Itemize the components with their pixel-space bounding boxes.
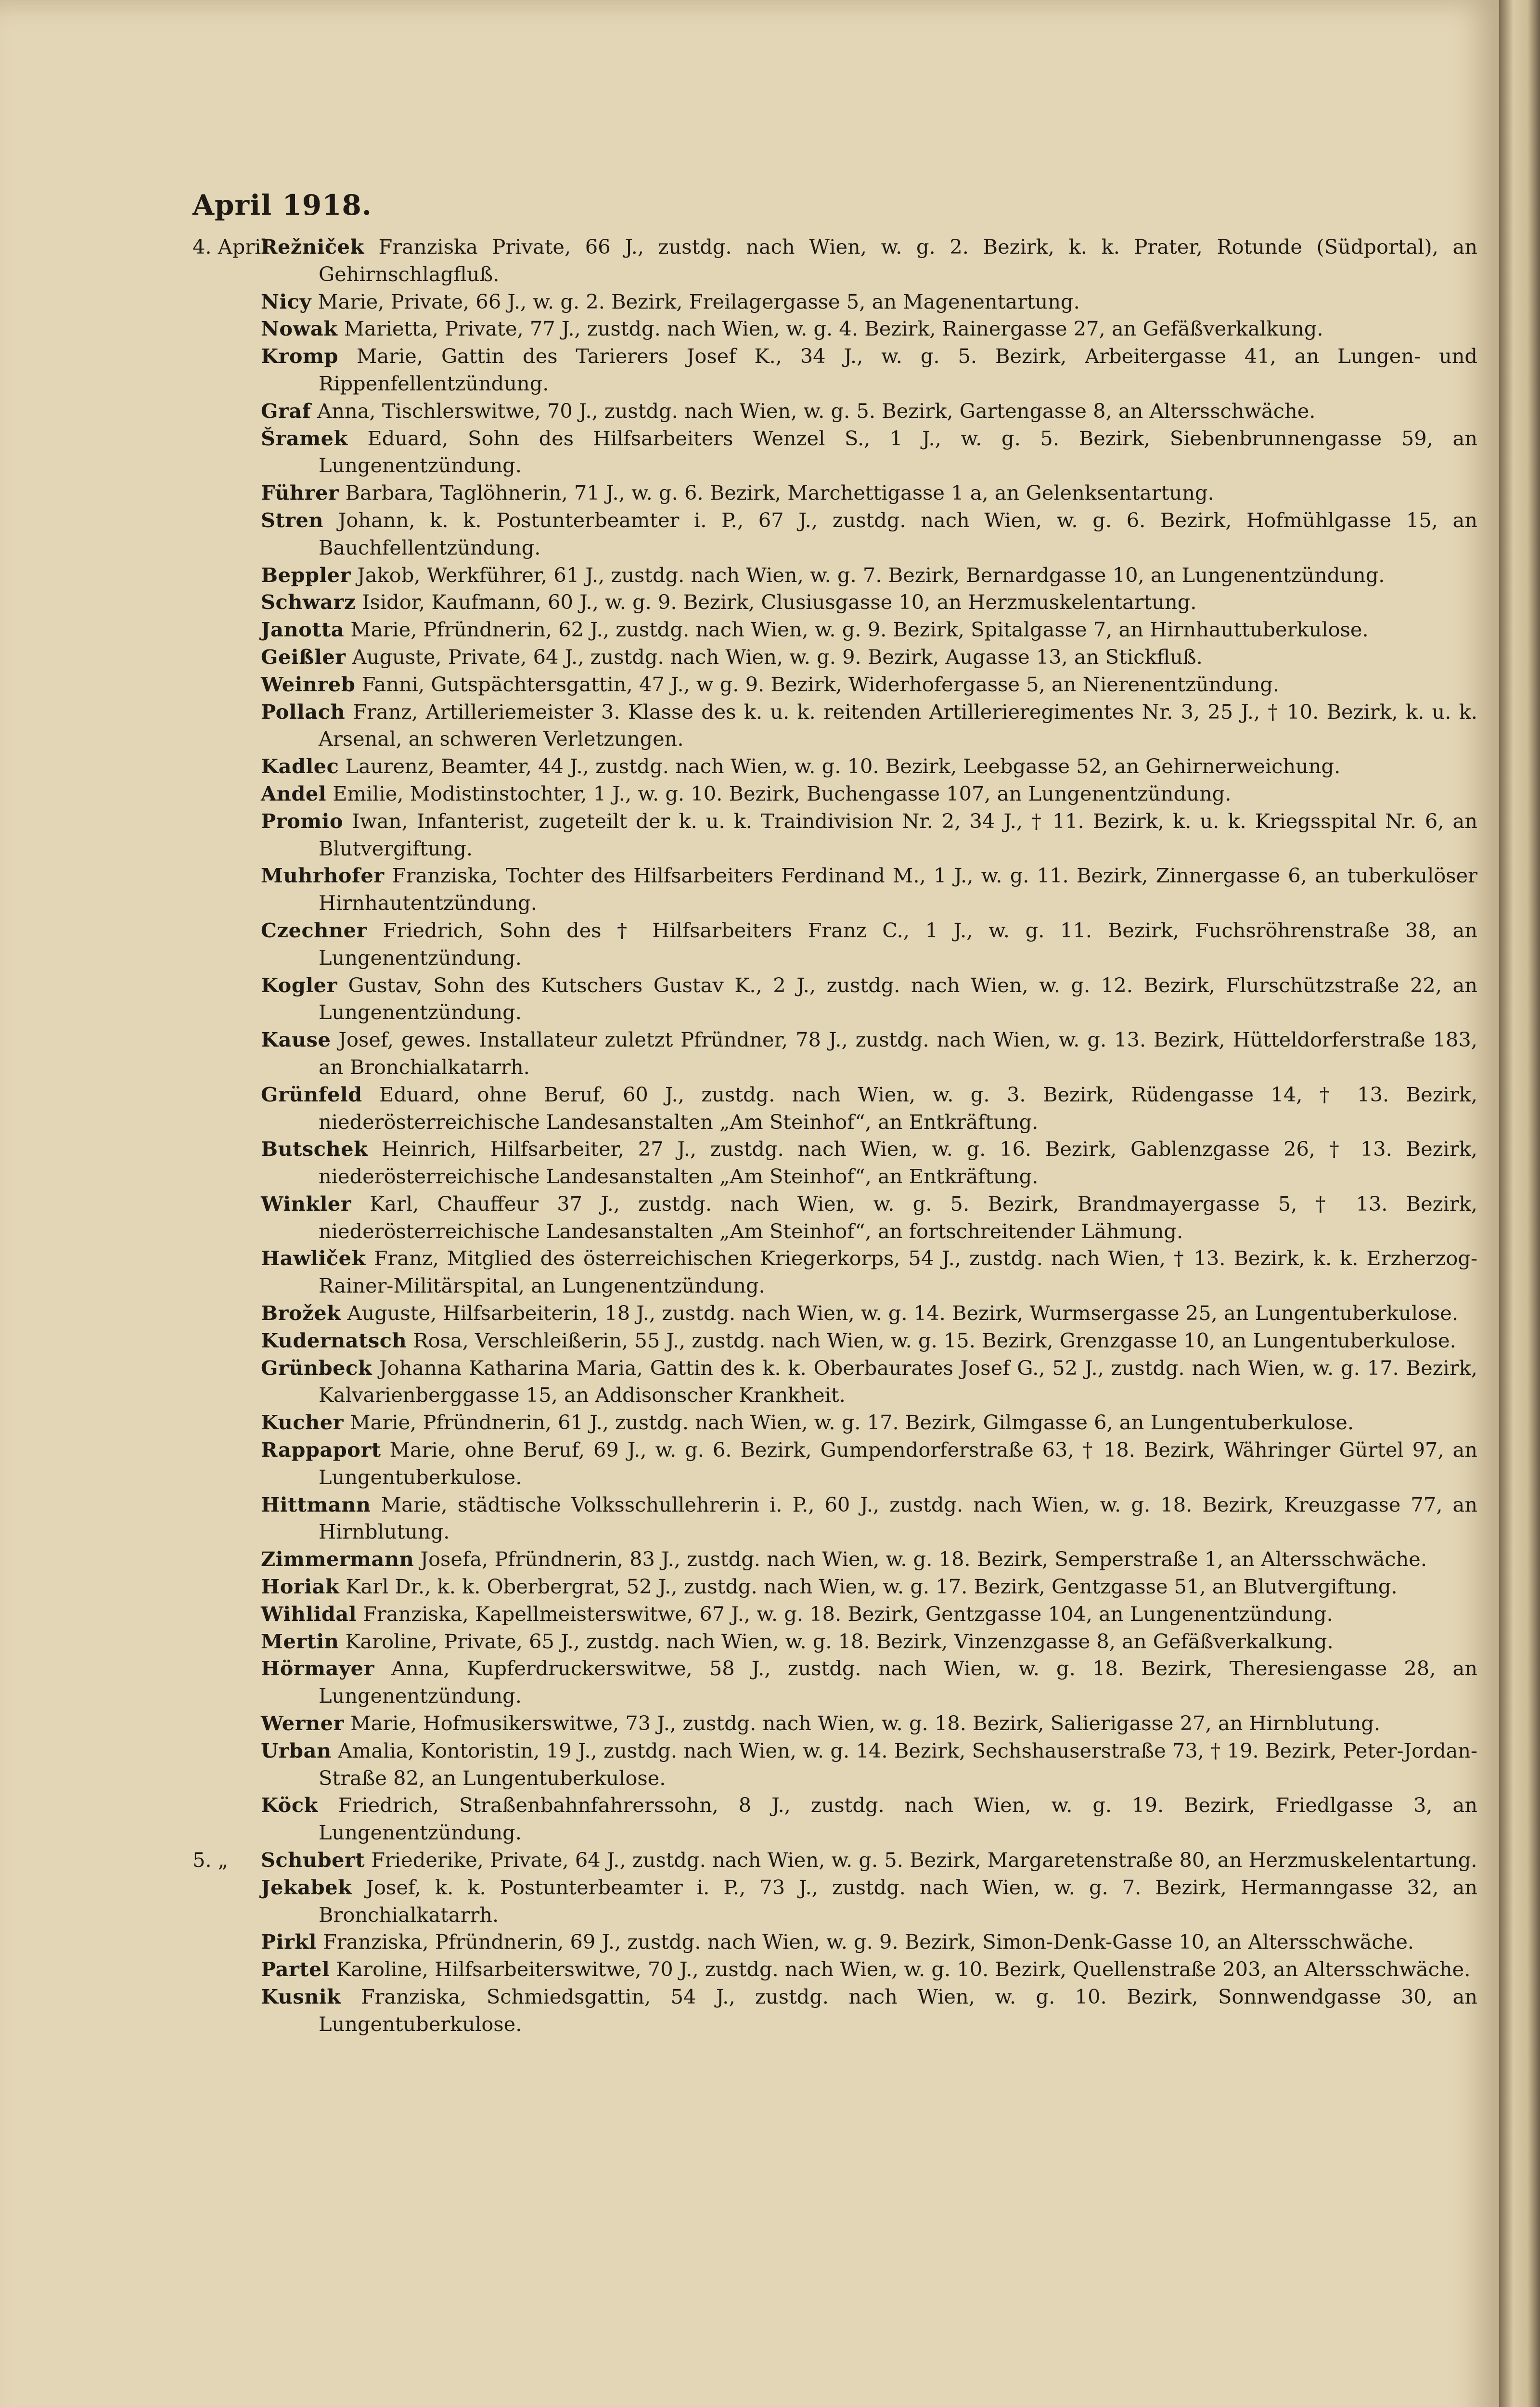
entry-surname: Muhrhofer xyxy=(261,864,385,888)
entry-details: Marie, Pfründnerin, 61 J., zustdg. nach Wien, w. g. 17. Bezirk, Gilmgasse 6, an Lungentuberkulose. xyxy=(350,1411,1354,1435)
register-entry xyxy=(192,343,1477,398)
register-entry xyxy=(192,1436,1477,1491)
entry-details: Karl Dr., k. k. Oberbergrat, 52 J., zustdg. nach Wien, w. g. 17. Bezirk, Gentzgasse 51, an Blutvergiftung. xyxy=(346,1575,1398,1599)
register-entry xyxy=(192,808,1477,863)
page-heading: April 1918. xyxy=(192,189,372,221)
entry-details: Marietta, Private, 77 J., zustdg. nach Wien, w. g. 4. Bezirk, Rainergasse 27, an Gefäßverkalkung. xyxy=(344,317,1323,341)
entry-surname: Werner xyxy=(261,1711,344,1735)
entry-details: Johanna Katharina Maria, Gattin des k. k. Oberbaurates Josef G., 52 J., zustdg. nach Wien, w. g. 17. Bezirk, Kalvarienberggasse 15, an Addisonscher Krankheit. xyxy=(319,1356,1477,1407)
register-entry xyxy=(192,699,1477,753)
register-entry xyxy=(192,1792,1477,1847)
register-entry xyxy=(192,1737,1477,1792)
entry-surname: Kucher xyxy=(261,1411,344,1435)
register-entry xyxy=(192,972,1477,1027)
entry-details: Marie, Gattin des Tarierers Josef K., 34 J., w. g. 5. Bezirk, Arbeitergasse 41, an Lungen- und Rippenfellentzündung. xyxy=(319,344,1477,395)
register-entry xyxy=(192,1136,1477,1191)
register-entry xyxy=(192,1847,1477,1874)
register-entry xyxy=(192,1928,1477,1956)
entry-details: Anna, Kupferdruckerswitwe, 58 J., zustdg. nach Wien, w. g. 18. Bezirk, Theresiengasse 28, an Lungenentzündung. xyxy=(319,1656,1477,1708)
entry-surname: Graf xyxy=(261,399,311,423)
entry-details: Franziska, Schmiedsgattin, 54 J., zustdg. nach Wien, w. g. 10. Bezirk, Sonnwendgasse 30, an Lungentuberkulose. xyxy=(319,1985,1477,2036)
entry-details: Franz, Mitglied des österreichischen Kriegerkorps, 54 J., zustdg. nach Wien, † 13. Bezirk, k. k. Erzherzog-Rainer-Militärspital, an Lungenentzündung. xyxy=(319,1246,1477,1298)
entry-details: Franziska, Pfründnerin, 69 J., zustdg. nach Wien, w. g. 9. Bezirk, Simon-Denk-Gasse 10, an Altersschwäche. xyxy=(323,1930,1414,1954)
entry-details: Franz, Artilleriemeister 3. Klasse des k. u. k. reitenden Artillerieregimentes Nr. 3, 25 J., † 10. Bezirk, k. u. k. Arsenal, an schweren Verletzungen. xyxy=(319,699,1477,751)
register-entry xyxy=(192,1983,1477,2038)
register-entry xyxy=(192,1409,1477,1436)
entry-surname: Czechner xyxy=(261,918,367,942)
entry-details: Josef, gewes. Installateur zuletzt Pfründner, 78 J., zustdg. nach Wien, w. g. 13. Bezirk, Hütteldorferstraße 183, an Bronchialkatarrh. xyxy=(319,1028,1477,1079)
entry-details: Jakob, Werkführer, 61 J., zustdg. nach Wien, w. g. 7. Bezirk, Bernardgasse 10, an Lungenentzündung. xyxy=(357,563,1385,587)
page-edge xyxy=(1499,0,1540,2407)
entry-details: Franziska, Kapellmeisterswitwe, 67 J., w. g. 18. Bezirk, Gentzgasse 104, an Lungenentzündung. xyxy=(363,1602,1333,1626)
entry-surname: Weinreb xyxy=(261,672,356,696)
register-entry xyxy=(192,753,1477,780)
register-entry xyxy=(192,1655,1477,1710)
entry-surname: Jekabek xyxy=(261,1875,352,1899)
entry-surname: Schubert xyxy=(261,1848,365,1872)
entry-surname: Šramek xyxy=(261,426,348,450)
register-entry xyxy=(192,1491,1477,1546)
entry-surname: Butschek xyxy=(261,1137,368,1161)
register-entry xyxy=(192,671,1477,699)
entry-surname: Stren xyxy=(261,508,324,532)
entry-details: Josef, k. k. Postunterbeamter i. P., 73 J., zustdg. nach Wien, w. g. 7. Bezirk, Hermanngasse 32, an Bronchialkatarrh. xyxy=(319,1875,1477,1927)
register-entry xyxy=(192,1327,1477,1355)
register-entry xyxy=(192,1874,1477,1929)
entry-surname: Beppler xyxy=(261,563,351,587)
register-entry xyxy=(192,288,1477,316)
register-entry xyxy=(192,1081,1477,1136)
entry-details: Franziska, Tochter des Hilfsarbeiters Ferdinand M., 1 J., w. g. 11. Bezirk, Zinnergasse 6, an tuberkulöser Hirnhautentzündung. xyxy=(319,864,1477,915)
entry-details: Emilie, Modistinstochter, 1 J., w. g. 10. Bezirk, Buchengasse 107, an Lungenentzündung. xyxy=(333,781,1232,805)
entry-surname: Andel xyxy=(261,781,327,805)
entry-details: Friedrich, Sohn des † Hilfsarbeiters Franz C., 1 J., w. g. 11. Bezirk, Fuchsröhrenstraße 38, an Lungenentzündung. xyxy=(319,918,1477,970)
entry-details: Marie, ohne Beruf, 69 J., w. g. 6. Bezirk, Gumpendorferstraße 63, † 18. Bezirk, Währinger Gürtel 97, an Lungentuberkulose. xyxy=(319,1438,1477,1489)
register-entry xyxy=(192,1546,1477,1573)
entry-surname: Kusnik xyxy=(261,1985,341,2008)
death-register-list xyxy=(192,233,1477,2038)
entry-details: Friedrich, Straßenbahnfahrerssohn, 8 J., zustdg. nach Wien, w. g. 19. Bezirk, Friedlgasse 3, an Lungenentzündung. xyxy=(319,1793,1477,1845)
entry-surname: Pollach xyxy=(261,699,346,724)
entry-details: Iwan, Infanterist, zugeteilt der k. u. k. Traindivision Nr. 2, 34 J., † 11. Bezirk, k. u. k. Kriegsspital Nr. 6, an Blutvergiftung. xyxy=(319,809,1477,860)
entry-details: Marie, Hofmusikerswitwe, 73 J., zustdg. nach Wien, w. g. 18. Bezirk, Salierigasse 27, an Hirnblutung. xyxy=(350,1711,1381,1735)
entry-details: Auguste, Private, 64 J., zustdg. nach Wien, w. g. 9. Bezirk, Augasse 13, an Stickfluß. xyxy=(352,645,1203,669)
entry-details: Laurenz, Beamter, 44 J., zustdg. nach Wien, w. g. 10. Bezirk, Leebgasse 52, an Gehirnerweichung. xyxy=(345,754,1341,778)
entry-surname: Janotta xyxy=(261,618,345,642)
register-entry xyxy=(192,1191,1477,1245)
register-entry xyxy=(192,1601,1477,1628)
entry-surname: Wihlidal xyxy=(261,1602,357,1626)
entry-surname: Nicy xyxy=(261,289,312,313)
entry-surname: Nowak xyxy=(261,317,338,341)
entry-details: Johann, k. k. Postunterbeamter i. P., 67 J., zustdg. nach Wien, w. g. 6. Bezirk, Hofmühlgasse 15, an Bauchfellentzündung. xyxy=(319,508,1477,559)
entry-details: Marie, Private, 66 J., w. g. 2. Bezirk, Freilagergasse 5, an Magenentartung. xyxy=(318,289,1080,313)
register-entry xyxy=(192,589,1477,616)
entry-surname: Partel xyxy=(261,1957,330,1981)
register-entry xyxy=(192,562,1477,589)
register-entry xyxy=(192,315,1477,343)
entry-details: Fanni, Gutspächtersgattin, 47 J., w g. 9. Bezirk, Widerhofergasse 5, an Nierenentzündung. xyxy=(361,672,1280,696)
entry-details: Anna, Tischlerswitwe, 70 J., zustdg. nach Wien, w. g. 5. Bezirk, Gartengasse 8, an Altersschwäche. xyxy=(317,399,1316,423)
register-entry xyxy=(192,398,1477,425)
entry-surname: Geißler xyxy=(261,645,346,669)
entry-details: Eduard, Sohn des Hilfsarbeiters Wenzel S., 1 J., w. g. 5. Bezirk, Siebenbrunnengasse 59, an Lungenentzündung. xyxy=(319,426,1477,478)
register-entry xyxy=(192,780,1477,808)
register-entry xyxy=(192,862,1477,917)
register-entry xyxy=(192,507,1477,562)
entry-surname: Schwarz xyxy=(261,590,356,614)
entry-surname: Režniček xyxy=(261,235,364,259)
register-entry xyxy=(192,1355,1477,1410)
register-entry xyxy=(192,1026,1477,1081)
register-entry xyxy=(192,1573,1477,1601)
entry-surname: Zimmermann xyxy=(261,1547,414,1571)
entry-details: Eduard, ohne Beruf, 60 J., zustdg. nach Wien, w. g. 3. Bezirk, Rüdengasse 14, † 13. Bezirk, niederösterreichische Landesanstalten „Am Steinhof“, an Entkräftung. xyxy=(319,1082,1478,1134)
entry-details: Auguste, Hilfsarbeiterin, 18 J., zustdg. nach Wien, w. g. 14. Bezirk, Wurmsergasse 25, an Lungentuberkulose. xyxy=(347,1301,1459,1325)
entry-surname: Mertin xyxy=(261,1629,339,1653)
entry-surname: Führer xyxy=(261,481,339,505)
entry-surname: Brožek xyxy=(261,1301,341,1325)
entry-details: Heinrich, Hilfsarbeiter, 27 J., zustdg. nach Wien, w. g. 16. Bezirk, Gablenzgasse 26, † 13. Bezirk, niederösterreichische Landesanstalten „Am Steinhof“, an Entkräftung. xyxy=(319,1137,1477,1189)
entry-surname: Kogler xyxy=(261,973,337,997)
entry-details: Rosa, Verschleißerin, 55 J., zustdg. nach Wien, w. g. 15. Bezirk, Grenzgasse 10, an Lungentuberkulose. xyxy=(413,1328,1456,1352)
entry-surname: Hörmayer xyxy=(261,1656,374,1681)
entry-surname: Winkler xyxy=(261,1191,352,1216)
entry-details: Karl, Chauffeur 37 J., zustdg. nach Wien, w. g. 5. Bezirk, Brandmayergasse 5, † 13. Bezirk, niederösterreichische Landesanstalten „Am Steinhof“, an fortschreitender Lähmung. xyxy=(319,1191,1477,1243)
register-entry xyxy=(192,1956,1477,1983)
entry-date: 5. „ xyxy=(192,1848,229,1872)
entry-surname: Hawliček xyxy=(261,1246,366,1270)
entry-details: Gustav, Sohn des Kutschers Gustav K., 2 J., zustdg. nach Wien, w. g. 12. Bezirk, Flurschützstraße 22, an Lungenentzündung. xyxy=(319,973,1477,1024)
entry-surname: Promio xyxy=(261,809,344,833)
entry-surname: Kromp xyxy=(261,344,339,368)
entry-surname: Pirkl xyxy=(261,1930,317,1954)
entry-surname: Köck xyxy=(261,1793,318,1817)
entry-surname: Kadlec xyxy=(261,754,339,778)
entry-details: Karoline, Private, 65 J., zustdg. nach Wien, w. g. 18. Bezirk, Vinzenzgasse 8, an Gefäßverkalkung. xyxy=(345,1629,1334,1653)
entry-surname: Grünfeld xyxy=(261,1082,362,1106)
entry-details: Marie, Pfründnerin, 62 J., zustdg. nach Wien, w. g. 9. Bezirk, Spitalgasse 7, an Hirnhauttuberkulose. xyxy=(350,618,1369,642)
register-entry xyxy=(192,479,1477,507)
entry-details: Barbara, Taglöhnerin, 71 J., w. g. 6. Bezirk, Marchettigasse 1 a, an Gelenksentartung. xyxy=(345,481,1214,505)
register-entry xyxy=(192,1628,1477,1656)
register-entry xyxy=(192,1710,1477,1737)
register-entry xyxy=(192,1300,1477,1327)
entry-date: 4. April xyxy=(192,235,268,259)
entry-details: Karoline, Hilfsarbeiterswitwe, 70 J., zustdg. nach Wien, w. g. 10. Bezirk, Quellenstraße 203, an Altersschwäche. xyxy=(336,1957,1471,1981)
entry-surname: Hittmann xyxy=(261,1492,371,1516)
entry-surname: Grünbeck xyxy=(261,1356,372,1380)
entry-details: Josefa, Pfründnerin, 83 J., zustdg. nach Wien, w. g. 18. Bezirk, Semperstraße 1, an Altersschwäche. xyxy=(420,1547,1427,1571)
entry-details: Isidor, Kaufmann, 60 J., w. g. 9. Bezirk, Clusiusgasse 10, an Herzmuskelentartung. xyxy=(362,590,1197,614)
register-entry xyxy=(192,1245,1477,1300)
entry-details: Amalia, Kontoristin, 19 J., zustdg. nach Wien, w. g. 14. Bezirk, Sechshauserstraße 73, † 19. Bezirk, Peter-Jordan-Straße 82, an Lungentuberkulose. xyxy=(319,1738,1477,1790)
register-entry xyxy=(192,425,1477,480)
register-entry xyxy=(192,616,1477,644)
register-entry xyxy=(192,233,1477,288)
entry-details: Franziska Private, 66 J., zustdg. nach Wien, w. g. 2. Bezirk, k. k. Prater, Rotunde (Südportal), an Gehirnschlagfluß. xyxy=(319,235,1477,286)
entry-surname: Urban xyxy=(261,1738,332,1762)
register-entry xyxy=(192,917,1477,972)
entry-surname: Rappaport xyxy=(261,1438,381,1462)
entry-details: Friederike, Private, 64 J., zustdg. nach Wien, w. g. 5. Bezirk, Margaretenstraße 80, an Herzmuskelentartung. xyxy=(371,1848,1477,1872)
entry-surname: Horiak xyxy=(261,1575,340,1599)
entry-surname: Kause xyxy=(261,1028,331,1052)
register-entry xyxy=(192,644,1477,671)
entry-surname: Kudernatsch xyxy=(261,1328,407,1352)
entry-details: Marie, städtische Volksschullehrerin i. P., 60 J., zustdg. nach Wien, w. g. 18. Bezirk, Kreuzgasse 77, an Hirnblutung. xyxy=(319,1492,1477,1544)
